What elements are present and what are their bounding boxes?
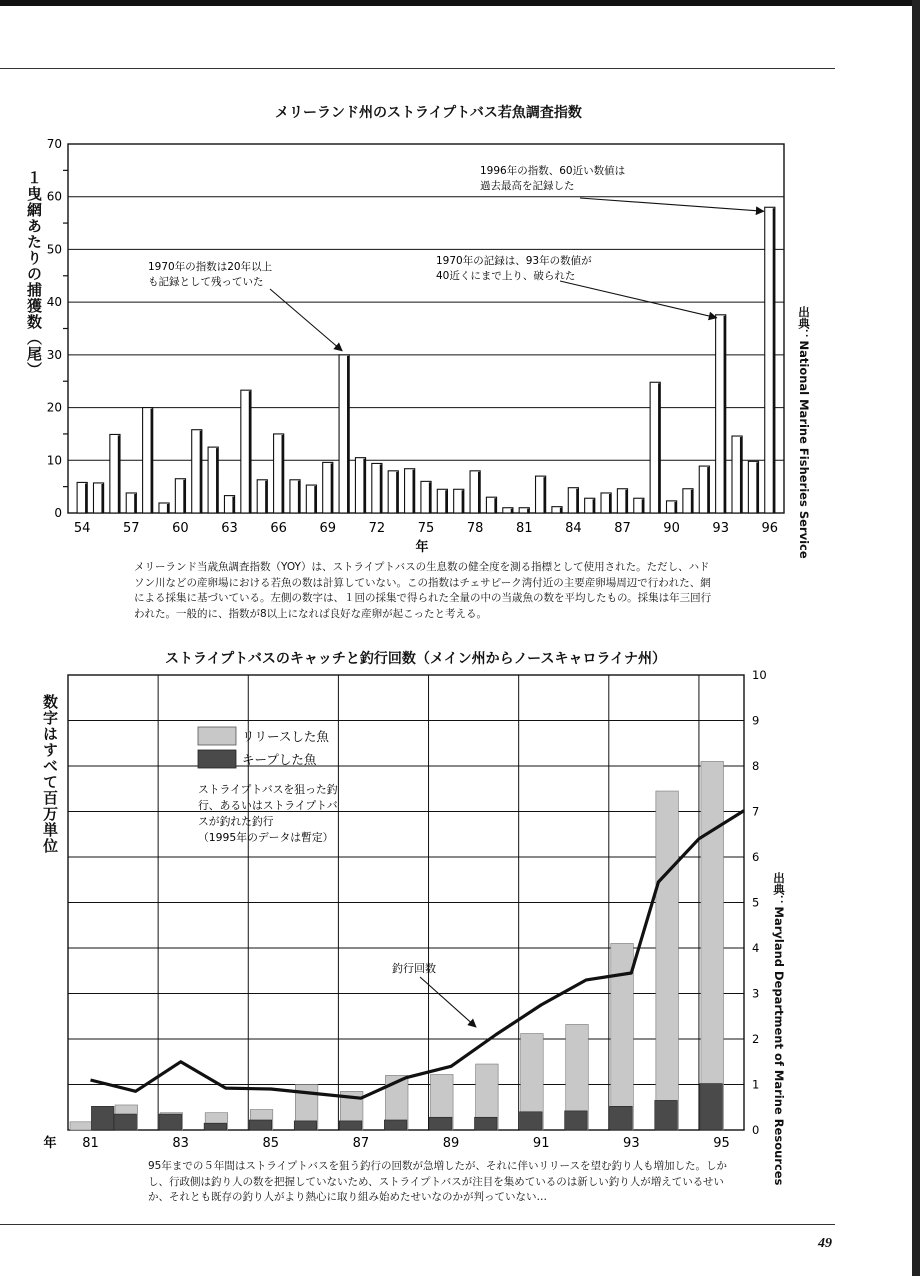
chart2-note-text: （1995年のデータは暫定） bbox=[198, 831, 334, 844]
chart1-bar-shade bbox=[265, 481, 267, 513]
chart2-y-tick-label: 8 bbox=[752, 759, 760, 773]
chart2-bar-kept bbox=[339, 1121, 362, 1130]
chart1-y-tick-label: 20 bbox=[46, 400, 62, 415]
chart1-bar-shade bbox=[560, 508, 562, 513]
chart1-bar-shade bbox=[101, 484, 103, 513]
chart1-y-tick-label: 0 bbox=[54, 506, 62, 520]
chart2-x-tick-label: 83 bbox=[172, 1136, 189, 1151]
chart2-x-tick-label: 91 bbox=[532, 1136, 550, 1151]
chart1-annotation-text: 過去最高を記録した bbox=[480, 180, 575, 192]
chart2-x-tick-label: 95 bbox=[713, 1136, 730, 1151]
chart1-x-tick-label: 57 bbox=[123, 521, 140, 536]
chart1-y-tick-label: 50 bbox=[46, 242, 62, 257]
chart1-bar-shade bbox=[691, 490, 693, 513]
chart1-bar-shade bbox=[314, 486, 316, 513]
chart1-bar-shade bbox=[658, 383, 660, 513]
chart2-y-tick-label: 2 bbox=[752, 1032, 760, 1046]
chart1-y-tick-label: 70 bbox=[46, 137, 62, 151]
chart1-caption: メリーランド当歳魚調査指数（YOY）は、ストライプトバスの生息数の健全度を測る指標として使用された。ただし、ハドソン川などの産卵場における若魚の数は計算していない。この指数はチェサピーク湾付近の主要産卵場周辺で行われた、網による採集に基づいている。左側の数字は、１回の採集で得られた全量の中の当歳魚の数を平均したもの。採集は年三回行われた。一般的に、指数が8以上になれば良好な産卵が起こったと考える。 bbox=[134, 561, 712, 620]
chart2-bar-released bbox=[70, 1122, 93, 1130]
chart1-bar-shade bbox=[380, 464, 382, 513]
chart1-x-tick-label: 54 bbox=[73, 521, 91, 536]
chart2-bar-kept bbox=[204, 1123, 227, 1130]
chart1-bar-shade bbox=[249, 391, 251, 513]
chart1-bar-shade bbox=[85, 483, 87, 513]
chart1-bar-shade bbox=[625, 490, 627, 513]
chart1-bar-shade bbox=[576, 489, 578, 513]
chart2-y-axis-label: 数字はすべて百万単位 bbox=[41, 694, 59, 854]
chart2-plot bbox=[0, 660, 920, 1160]
chart1-title: メリーランド州のストライプトバス若魚調査指数 bbox=[275, 105, 582, 121]
chart2-bar-kept bbox=[700, 1084, 723, 1130]
chart1-bar-shade bbox=[134, 494, 136, 513]
chart2-bar-kept bbox=[565, 1111, 588, 1130]
chart1-annotation-text: 1996年の指数、60近い数値は bbox=[480, 165, 626, 177]
chart2-bar-released bbox=[611, 943, 634, 1130]
chart2-y-tick-label: 10 bbox=[752, 668, 767, 682]
chart1-bar-shade bbox=[478, 472, 480, 513]
chart2-bar-kept bbox=[520, 1112, 543, 1130]
chart1-x-tick-label: 90 bbox=[663, 521, 680, 536]
chart1-x-tick-label: 81 bbox=[515, 521, 533, 536]
chart2-bar-kept bbox=[294, 1121, 317, 1130]
header-rule bbox=[0, 68, 835, 69]
chart1-bar-shade bbox=[609, 494, 611, 513]
chart1-annotation-arrow bbox=[560, 281, 717, 318]
chart1-bar-shade bbox=[331, 463, 333, 513]
chart1-x-tick-label: 96 bbox=[761, 521, 779, 536]
chart1-bar-shade bbox=[282, 435, 284, 513]
chart1-bar-shade bbox=[724, 316, 726, 513]
chart1-annotation-arrow bbox=[580, 198, 764, 211]
chart1-annotation-arrow bbox=[270, 289, 342, 351]
chart2-legend-label-kept: キープした魚 bbox=[242, 752, 317, 767]
chart2-x-tick-label: 81 bbox=[82, 1136, 99, 1151]
chart2-x-tick-label: 85 bbox=[262, 1136, 280, 1151]
chart1-x-tick-label: 66 bbox=[270, 521, 287, 536]
chart2-note-text: スが釣れた釣行 bbox=[198, 815, 274, 828]
chart2-bar-kept bbox=[249, 1120, 272, 1130]
chart1-annotation-text: 1970年の指数は20年以上 bbox=[148, 261, 273, 273]
chart2-x-tick-label: 87 bbox=[352, 1136, 370, 1151]
chart1-y-axis-label: １曳網あたりの捕獲数（尾） bbox=[25, 170, 43, 378]
chart1-bar-shade bbox=[773, 208, 775, 513]
chart1-bar-shade bbox=[494, 498, 496, 513]
chart1-y-tick-label: 10 bbox=[46, 453, 62, 468]
chart1-x-tick-label: 87 bbox=[614, 521, 631, 536]
chart1-bar-shade bbox=[593, 499, 595, 513]
chart2-x-tick-label: 93 bbox=[623, 1136, 640, 1151]
chart2-caption: 95年までの５年間はストライプトバスを狙う釣行の回数が急増したが、それに伴いリリースを望む釣り人も増加した。しかし、行政側は釣り人の数を把握していないため、ストライプトバスが注目を集めているのは新しい釣り人が増えているせいか、それとも既存の釣り人がより熱心に取り組み始めたせいなのかが判っていない… bbox=[148, 1160, 727, 1203]
chart1-bar-shade bbox=[200, 431, 202, 513]
chart1-bar-shade bbox=[363, 459, 365, 513]
chart2-bar-kept bbox=[91, 1106, 114, 1130]
chart1-annotation-text: も記録として残っていた bbox=[148, 276, 264, 288]
chart2-bar-released bbox=[701, 761, 724, 1130]
chart1-bar-shade bbox=[543, 477, 545, 513]
chart1-bar-shade bbox=[462, 490, 464, 513]
chart2-note-text: 行、あるいはストライプトバ bbox=[198, 799, 338, 812]
chart2-bar-kept bbox=[655, 1100, 678, 1130]
chart1-x-axis-label: 年 bbox=[415, 540, 429, 555]
chart1-annotation-text: 40近くにまで上り、破られた bbox=[436, 270, 576, 282]
chart1-bar-shade bbox=[298, 481, 300, 513]
page-number: 49 bbox=[818, 1236, 832, 1251]
chart1-plot bbox=[0, 125, 920, 565]
chart2-y-tick-label: 7 bbox=[752, 804, 760, 819]
chart1-y-tick-label: 60 bbox=[46, 189, 62, 204]
chart2-y-tick-label: 6 bbox=[752, 850, 760, 864]
chart1-x-tick-label: 63 bbox=[221, 521, 238, 536]
chart1-bar-shade bbox=[527, 509, 529, 513]
chart1-bar-shade bbox=[183, 480, 185, 513]
chart2-y-tick-label: 1 bbox=[752, 1077, 760, 1092]
chart1-x-tick-label: 78 bbox=[466, 521, 484, 536]
chart1-bar-shade bbox=[167, 504, 169, 513]
chart2-bar-kept bbox=[610, 1106, 633, 1130]
chart2-y-tick-label: 5 bbox=[752, 895, 760, 910]
chart2-y-tick-label: 4 bbox=[752, 941, 760, 955]
chart2-y-tick-label: 3 bbox=[752, 986, 760, 1001]
chart1-bar-shade bbox=[151, 409, 153, 513]
footer-rule bbox=[0, 1224, 835, 1225]
chart1-bar-shade bbox=[216, 448, 218, 513]
chart1-x-tick-label: 93 bbox=[712, 521, 729, 536]
chart1-bar-shade bbox=[674, 502, 676, 513]
chart1-bar-shade bbox=[347, 356, 349, 513]
chart1-bar-shade bbox=[740, 437, 742, 513]
chart1-bar-shade bbox=[232, 497, 234, 513]
chart2-y-tick-label: 0 bbox=[752, 1123, 760, 1137]
chart1-bar-shade bbox=[756, 462, 758, 513]
chart1-bar-shade bbox=[707, 467, 709, 513]
chart1-x-tick-label: 60 bbox=[172, 521, 189, 536]
chart1-bar-shade bbox=[445, 490, 447, 513]
chart2-bar-kept bbox=[384, 1120, 407, 1130]
chart2-x-axis-label: 年 bbox=[43, 1136, 57, 1151]
chart1-bar-shade bbox=[118, 435, 120, 513]
chart1-bar-shade bbox=[642, 499, 644, 513]
chart2-legend-swatch-kept bbox=[198, 750, 236, 768]
page-top-border bbox=[0, 0, 920, 6]
chart2-title: ストライプトバスのキャッチと釣行回数（メイン州からノースキャロライナ州） bbox=[165, 651, 667, 667]
chart1-x-tick-label: 84 bbox=[565, 521, 582, 536]
chart2-line-label: 釣行回数 bbox=[392, 962, 436, 975]
chart2-bar-kept bbox=[159, 1114, 182, 1130]
chart1-x-tick-label: 69 bbox=[319, 521, 337, 536]
chart2-legend-swatch-released bbox=[198, 727, 236, 745]
chart2-bar-kept bbox=[475, 1117, 498, 1130]
chart1-bar-shade bbox=[413, 470, 415, 513]
chart1-x-tick-label: 72 bbox=[368, 521, 386, 536]
chart1-y-tick-label: 30 bbox=[46, 347, 62, 362]
chart1-bar-shade bbox=[511, 509, 513, 513]
chart2-bar-kept bbox=[429, 1117, 452, 1130]
chart1-frame bbox=[68, 144, 784, 513]
chart2-y-tick-label: 9 bbox=[752, 713, 760, 728]
chart2-bar-released bbox=[656, 791, 679, 1130]
chart2-legend-label-released: リリースした魚 bbox=[242, 729, 329, 744]
chart1-y-tick-label: 40 bbox=[46, 295, 62, 310]
chart1-annotation-text: 1970年の記録は、93年の数値が bbox=[436, 255, 592, 267]
chart1-bar-shade bbox=[429, 482, 431, 513]
chart2-line-trips bbox=[91, 811, 745, 1099]
chart1-source: 出典：National Marine Fisheries Service bbox=[797, 306, 811, 559]
chart2-source: 出典：Maryland Department of Marine Resources bbox=[772, 872, 786, 1186]
chart1-bar-shade bbox=[396, 472, 398, 513]
chart2-x-tick-label: 89 bbox=[442, 1136, 460, 1151]
chart2-note-text: ストライプトバスを狙った釣 bbox=[198, 783, 338, 796]
chart2-bar-kept bbox=[114, 1114, 137, 1130]
chart1-x-tick-label: 75 bbox=[417, 521, 435, 536]
